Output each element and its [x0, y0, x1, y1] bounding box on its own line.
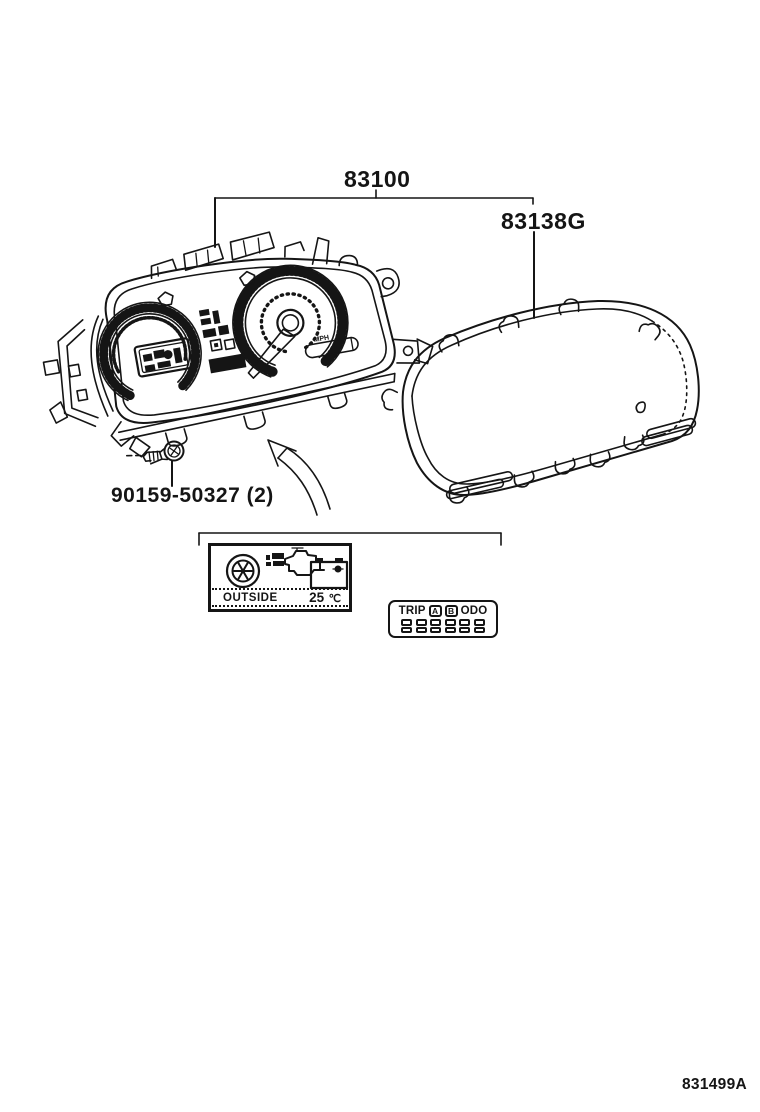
info-display-inset: [208, 543, 352, 612]
info-display-icons: [211, 546, 349, 588]
temperature-unit: ℃: [328, 592, 341, 605]
mph-label: MPH: [313, 334, 330, 345]
cluster-assembly-drawing: [26, 208, 443, 471]
odometer-digit-cell: [474, 619, 485, 633]
part-number-lens: 83138G: [501, 208, 586, 234]
drawing-number: 831499A: [682, 1076, 748, 1093]
maintenance-text-marks: [266, 553, 284, 566]
cluster-housing-outline: [95, 235, 400, 429]
odometer-digit-cell: [445, 619, 456, 633]
hatched-block: [209, 353, 247, 373]
wheel-icon: [227, 555, 259, 587]
part-number-cluster: 83100: [344, 166, 411, 192]
lens-bottom-ribs: [446, 418, 697, 500]
callout-83100-leader: [215, 190, 533, 247]
trip-a-badge: A: [429, 605, 442, 617]
odometer-inset: [388, 600, 498, 638]
outside-label: OUTSIDE: [223, 591, 278, 604]
odometer-digit-cell: [459, 619, 470, 633]
odometer-digit-cell: [430, 619, 441, 633]
odometer-digit-row: [401, 619, 485, 633]
lens-mark: [636, 402, 645, 412]
trip-label: TRIP: [398, 604, 426, 617]
odometer-mode-row: [399, 603, 488, 618]
odo-label: ODO: [460, 604, 488, 617]
lens-clips: [379, 298, 662, 505]
odometer-digit-cell: [416, 619, 427, 633]
battery-icon: [311, 558, 347, 588]
trip-b-badge: B: [445, 605, 458, 617]
rotation-arrow: [268, 440, 330, 515]
odometer-digit-cell: [401, 619, 412, 633]
outside-temp-row: [212, 588, 348, 607]
cluster-bottom-rail: [109, 374, 401, 462]
temperature-value: 25: [309, 589, 325, 605]
part-number-screw: 90159-50327 (2): [111, 484, 274, 507]
lens-drawing: [379, 298, 699, 505]
left-gauge: [90, 294, 208, 404]
